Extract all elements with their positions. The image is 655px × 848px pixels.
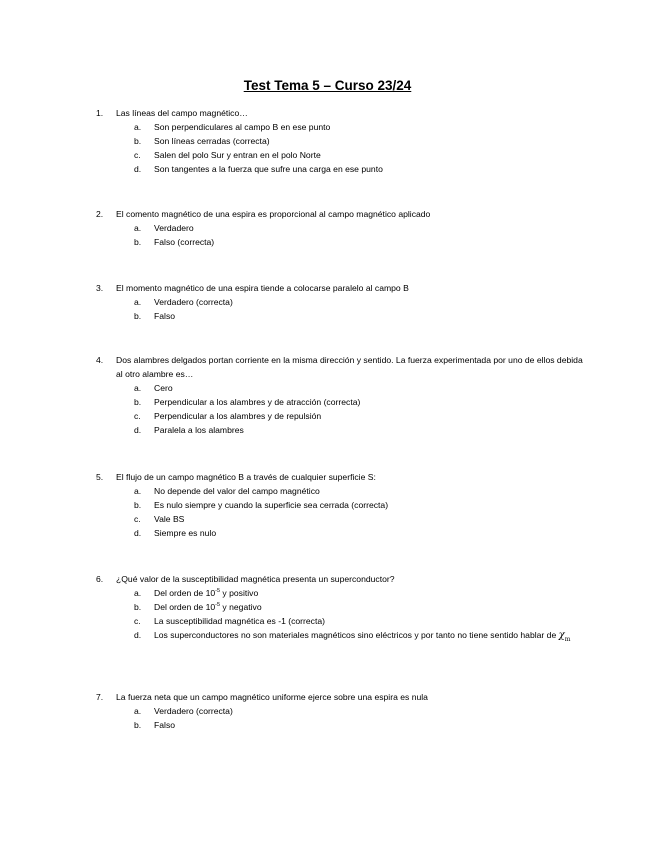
exponent: -5 [215, 588, 221, 594]
option-letter: c. [134, 514, 141, 524]
answer-option [96, 381, 586, 395]
question-number: 6. [96, 574, 104, 584]
question-text: El momento magnético de una espira tiende a colocarse paralelo al campo B [116, 283, 409, 293]
option-text: Verdadero (correcta) [154, 297, 233, 307]
option-letter: b. [134, 500, 142, 510]
option-letter: a. [134, 588, 142, 598]
option-text: Perpendicular a los alambres y de repulsión [154, 411, 322, 421]
option-text: Vale BS [154, 514, 185, 524]
question-text: ¿Qué valor de la susceptibilidad magnética presenta un superconductor? [116, 574, 395, 584]
option-text: Perpendicular a los alambres y de atracción (correcta) [154, 397, 361, 407]
option-letter: a. [134, 297, 142, 307]
option-text: Verdadero (correcta) [154, 706, 233, 716]
question-number: 2. [96, 209, 104, 219]
answer-option [96, 423, 586, 437]
option-letter: d. [134, 528, 142, 538]
question-7 [96, 690, 586, 732]
chi-symbol: $\chi_m$ [558, 630, 571, 643]
exponent: -5 [215, 602, 221, 608]
option-letter: b. [134, 720, 142, 730]
option-text: Verdadero [154, 223, 194, 233]
option-list [96, 120, 586, 176]
option-list [96, 484, 586, 540]
option-letter: d. [134, 425, 142, 435]
option-text: Falso (correcta) [154, 237, 215, 247]
option-text: La susceptibilidad magnética es -1 (correcta) [154, 616, 326, 626]
answer-option [96, 409, 586, 423]
answer-option [96, 718, 586, 732]
answer-option [96, 498, 586, 512]
question-number: 7. [96, 692, 104, 702]
document-title: Test Tema 5 – Curso 23/24 [243, 78, 412, 93]
option-text: Falso [154, 311, 176, 321]
option-letter: a. [134, 223, 142, 233]
option-letter: b. [134, 311, 142, 321]
question-number: 3. [96, 283, 104, 293]
option-letter: b. [134, 237, 142, 247]
answer-option [96, 295, 586, 309]
option-letter: a. [134, 486, 142, 496]
option-letter: a. [134, 706, 142, 716]
answer-option [96, 586, 586, 600]
answer-option [96, 221, 586, 235]
question-5 [96, 470, 586, 540]
option-list [96, 221, 586, 249]
option-text: Cero [154, 383, 173, 393]
option-letter: c. [134, 616, 141, 626]
option-text: Falso [154, 720, 176, 730]
answer-option [96, 120, 586, 134]
option-text: Es nulo siempre y cuando la superficie sea cerrada (correcta) [154, 500, 389, 510]
option-text: Del orden de $10^{-5}$ y negativo [154, 602, 262, 612]
question-text: El comento magnético de una espira es proporcional al campo magnético aplicado [116, 209, 431, 219]
option-text: Del orden de $10^{-5}$ y positivo [154, 588, 259, 598]
option-text: Salen del polo Sur y entran en el polo Norte [154, 150, 321, 160]
answer-option [96, 309, 586, 323]
question-6 [96, 572, 586, 647]
option-list [96, 586, 586, 647]
option-text: Los superconductores no son materiales magnéticos sino eléctricos y por tanto no tiene sentido hablar de $\chi_m$ [154, 630, 571, 643]
option-letter: b. [134, 397, 142, 407]
answer-option [96, 395, 586, 409]
question-3 [96, 281, 586, 323]
question-2 [96, 207, 586, 249]
option-text: No depende del valor del campo magnético [154, 486, 320, 496]
question-number: 5. [96, 472, 104, 482]
option-text: Siempre es nulo [154, 528, 217, 538]
option-letter: b. [134, 136, 142, 146]
question-text: Dos alambres delgados portan corriente en la misma dirección y sentido. La fuerza experimentada por uno de ellos debida al otro alambre es… [116, 355, 583, 379]
question-text: La fuerza neta que un campo magnético uniforme ejerce sobre una espira es nula [116, 692, 428, 702]
option-text: Son tangentes a la fuerza que sufre una carga en ese punto [154, 164, 383, 174]
answer-option [96, 628, 586, 647]
answer-option [96, 134, 586, 148]
answer-option [96, 484, 586, 498]
answer-option [96, 526, 586, 540]
option-letter: c. [134, 411, 141, 421]
option-letter: d. [134, 630, 142, 640]
option-list [96, 381, 586, 437]
option-letter: d. [134, 164, 142, 174]
option-letter: a. [134, 383, 142, 393]
answer-option [96, 600, 586, 614]
question-number: 4. [96, 355, 104, 365]
option-text: Son perpendiculares al campo B en ese punto [154, 122, 331, 132]
answer-option [96, 162, 586, 176]
option-text: Son líneas cerradas (correcta) [154, 136, 270, 146]
answer-option [96, 148, 586, 162]
answer-option [96, 235, 586, 249]
question-4 [96, 353, 586, 437]
option-letter: a. [134, 122, 142, 132]
question-1 [96, 106, 586, 176]
question-number: 1. [96, 108, 104, 118]
option-list [96, 295, 586, 323]
answer-option [96, 614, 586, 628]
answer-option [96, 512, 586, 526]
option-letter: b. [134, 602, 142, 612]
question-text: El flujo de un campo magnético B a través de cualquier superficie S: [116, 472, 376, 482]
option-letter: c. [134, 150, 141, 160]
option-list [96, 704, 586, 732]
option-text: Paralela a los alambres [154, 425, 244, 435]
answer-option [96, 704, 586, 718]
question-text: Las líneas del campo magnético… [116, 108, 248, 118]
